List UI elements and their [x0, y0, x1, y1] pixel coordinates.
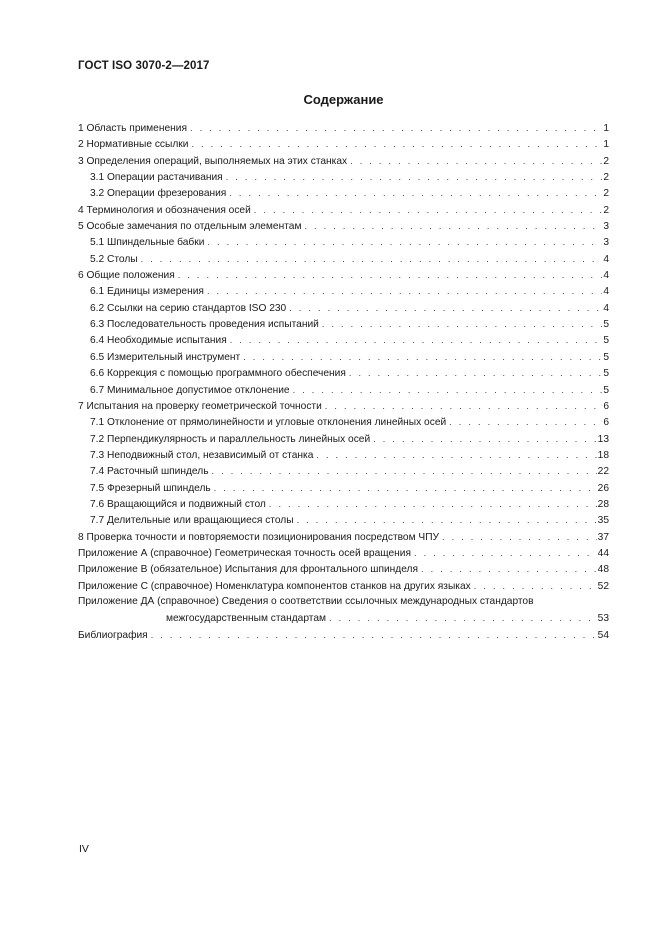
toc-entry[interactable]: [78, 561, 609, 577]
toc-entry-page: 18: [597, 449, 609, 461]
toc-entry[interactable]: [78, 185, 609, 201]
toc-entry-page: 3: [603, 221, 609, 233]
toc-entry-page: 5: [603, 351, 609, 363]
toc-entry-text: 6.2 Ссылки на серию стандартов ISO 230: [90, 302, 287, 314]
toc-entry-page: 6: [603, 417, 609, 429]
toc-entry[interactable]: [78, 463, 609, 479]
toc-entry[interactable]: [78, 202, 609, 218]
toc-entry-page: 2: [603, 188, 609, 200]
toc-entry[interactable]: [78, 218, 609, 234]
toc-entry-page: 2: [603, 155, 609, 167]
toc-entry-page: 5: [603, 384, 609, 396]
toc-entry-bibliography[interactable]: [78, 627, 609, 643]
toc-entry-text: 8 Проверка точности и повторяемости позиционирования посредством ЧПУ: [78, 531, 439, 543]
dot-leader: [226, 169, 603, 185]
dot-leader: [289, 300, 602, 316]
toc-entry-text: 6.1 Единицы измерения: [90, 286, 204, 298]
toc-entry-text: 3 Определения операций, выполняемых на этих станках: [78, 155, 348, 167]
toc-entry[interactable]: [78, 136, 609, 152]
toc-entry-annex-da[interactable]: [78, 594, 609, 610]
toc-entry-text: 7.2 Перпендикулярность и параллельность линейных осей: [90, 433, 371, 445]
dot-leader: [297, 512, 597, 528]
toc-entry[interactable]: [78, 169, 609, 185]
toc-entry[interactable]: [78, 365, 609, 381]
toc-entry-page: 28: [597, 498, 609, 510]
toc-entry-page: 5: [603, 319, 609, 331]
toc-entry-page: 26: [597, 482, 609, 494]
toc-entry-page: 2: [603, 172, 609, 184]
dot-leader: [349, 365, 602, 381]
dot-leader: [207, 234, 602, 250]
dot-leader: [325, 398, 603, 414]
toc-title: Содержание: [303, 92, 384, 107]
toc-entry-text: 6 Общие положения: [78, 270, 175, 282]
toc-entry-text: Приложение В (обязательное) Испытания для фронтального шпинделя: [78, 564, 419, 576]
dot-leader: [421, 561, 597, 577]
toc-entry-page: 13: [597, 433, 609, 445]
toc-entry-page: 5: [603, 368, 609, 380]
toc-entry-text: 3.1 Операции растачивания: [90, 172, 223, 184]
toc-entry-text: 6.5 Измерительный инструмент: [90, 351, 241, 363]
dot-leader: [304, 218, 602, 234]
toc-entry[interactable]: [78, 382, 609, 398]
toc-entry-page: 48: [597, 564, 609, 576]
toc-entry-page: 44: [597, 547, 609, 559]
dot-leader: [191, 136, 602, 152]
dot-leader: [243, 349, 602, 365]
toc-entry-page: 35: [597, 515, 609, 527]
dot-leader: [254, 202, 603, 218]
toc-entry[interactable]: [78, 398, 609, 414]
dot-leader: [230, 332, 603, 348]
toc-entry[interactable]: [78, 234, 609, 250]
toc-entry-text: 3.2 Операции фрезерования: [90, 188, 227, 200]
toc-entry[interactable]: [78, 332, 609, 348]
toc-entry-page: 4: [603, 302, 609, 314]
toc-entry-text: Приложение ДА (справочное) Сведения о соответствии ссылочных международных стандартов: [78, 595, 534, 607]
toc-entry[interactable]: [78, 480, 609, 496]
toc-entry[interactable]: [78, 512, 609, 528]
toc-entry-text: 7.3 Неподвижный стол, независимый от станка: [90, 449, 314, 461]
toc-entry-page: 37: [597, 531, 609, 543]
toc-entry-page: 54: [597, 629, 609, 641]
dot-leader: [474, 578, 597, 594]
toc-entry-page: 4: [603, 253, 609, 265]
toc-entry[interactable]: [78, 153, 609, 169]
toc-entry-text: 7.5 Фрезерный шпиндель: [90, 482, 211, 494]
toc-entry-page: 1: [603, 123, 609, 134]
dot-leader: [442, 529, 597, 545]
toc-entry-text: 5 Особые замечания по отдельным элементам: [78, 221, 302, 233]
toc-entry-text: 6.6 Коррекция с помощью программного обеспечения: [90, 368, 346, 380]
toc-entry-page: 22: [597, 466, 609, 478]
toc-entry-text: 6.3 Последовательность проведения испытаний: [90, 319, 319, 331]
toc-entry[interactable]: [78, 283, 609, 299]
toc-entry[interactable]: [78, 267, 609, 283]
dot-leader: [414, 545, 597, 561]
dot-leader: [141, 251, 603, 267]
toc-entry-text: Библиография: [78, 629, 148, 641]
toc-entry[interactable]: [78, 120, 609, 136]
toc-entry-page: 4: [603, 270, 609, 282]
toc-entry-text: 7.6 Вращающийся и подвижный стол: [90, 498, 266, 510]
dot-leader: [329, 610, 597, 626]
toc-entry-text: 6.4 Необходимые испытания: [90, 335, 227, 347]
toc-entry-text: 7 Испытания на проверку геометрической точности: [78, 400, 322, 412]
toc-entry[interactable]: [78, 431, 609, 447]
toc-entry-text: 7.7 Делительные или вращающиеся столы: [90, 515, 294, 527]
toc-entry-text: 4 Терминология и обозначения осей: [78, 204, 251, 216]
dot-leader: [212, 463, 597, 479]
toc-entry-page: 6: [603, 400, 609, 412]
toc-entry-text: 5.2 Столы: [90, 253, 138, 265]
toc-entry[interactable]: [78, 414, 609, 430]
dot-leader: [207, 283, 602, 299]
toc-entry-annex-da-continued[interactable]: [78, 610, 609, 626]
dot-leader: [178, 267, 603, 283]
toc-entry[interactable]: [78, 447, 609, 463]
toc-entry-page: 5: [603, 335, 609, 347]
dot-leader: [322, 316, 602, 332]
toc-entry-text: 1 Область применения: [78, 123, 187, 134]
toc-entry[interactable]: [78, 496, 609, 512]
dot-leader: [214, 480, 597, 496]
toc-entry-page: 4: [603, 286, 609, 298]
toc-entry-text: 7.4 Расточный шпиндель: [90, 466, 209, 478]
dot-leader: [350, 153, 602, 169]
toc-entry-page: 1: [603, 139, 609, 151]
toc-entry[interactable]: [78, 578, 609, 594]
toc-entry-page: 2: [603, 204, 609, 216]
toc-entry-text: 6.7 Минимальное допустимое отклонение: [90, 384, 290, 396]
toc-entry-page: 52: [597, 580, 609, 592]
toc-entry-text: межгосударственным стандартам: [166, 613, 326, 625]
dot-leader: [190, 120, 602, 136]
dot-leader: [293, 382, 603, 398]
toc-entry-text: Приложение С (справочное) Номенклатура компонентов станков на других языках: [78, 580, 471, 592]
dot-leader: [373, 431, 597, 447]
toc-entry-page: 53: [597, 613, 609, 625]
toc-entry[interactable]: [78, 545, 609, 561]
dot-leader: [316, 447, 596, 463]
dot-leader: [269, 496, 597, 512]
dot-leader: [449, 414, 602, 430]
document-header: ГОСТ ISO 3070-2—2017: [78, 60, 210, 72]
toc-entry-text: 2 Нормативные ссылки: [78, 139, 189, 151]
toc-entry[interactable]: [78, 349, 609, 365]
dot-leader: [229, 185, 602, 201]
toc-entry[interactable]: [78, 529, 609, 545]
toc-entry-page: 3: [603, 237, 609, 249]
toc-entry[interactable]: [78, 300, 609, 316]
toc-entry-text: 7.1 Отклонение от прямолинейности и угловые отклонения линейных осей: [90, 417, 447, 429]
toc-entry-text: Приложение А (справочное) Геометрическая точность осей вращения: [78, 547, 411, 559]
toc-entry-text: 5.1 Шпиндельные бабки: [90, 237, 205, 249]
toc-entry[interactable]: [78, 251, 609, 267]
dot-leader: [151, 627, 597, 643]
toc-entry[interactable]: [78, 316, 609, 332]
page-number: IV: [79, 843, 89, 855]
table-of-contents: [78, 120, 609, 643]
